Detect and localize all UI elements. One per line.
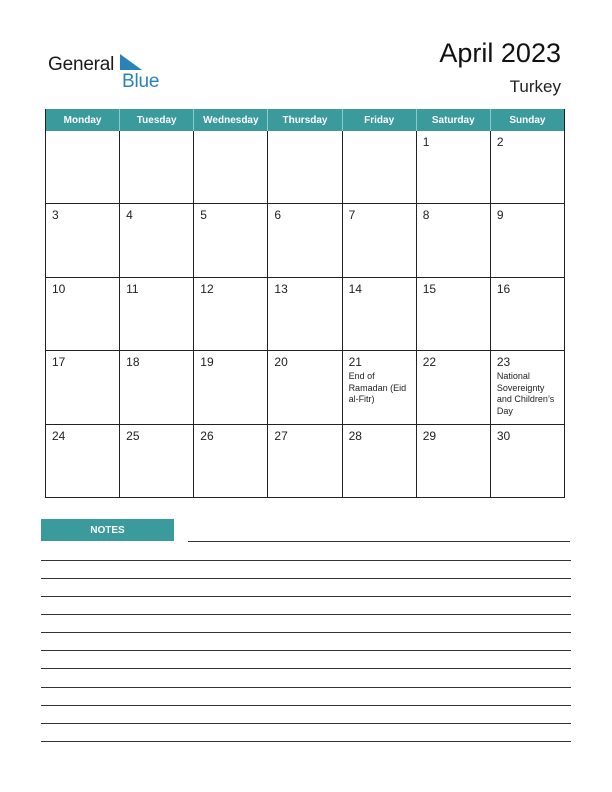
note-line: [41, 632, 571, 633]
day-cell[interactable]: [417, 278, 491, 350]
day-number: 3: [52, 208, 59, 223]
day-number: 9: [496, 208, 504, 223]
day-number: 24: [52, 428, 66, 443]
weekday-saturday: Saturday: [417, 109, 491, 131]
day-number: 11: [126, 281, 139, 296]
day-number: 12: [200, 281, 214, 296]
week-row: [46, 424, 564, 497]
day-number: 17: [52, 355, 66, 370]
week-row: [46, 277, 564, 350]
day-cell[interactable]: [120, 351, 194, 423]
day-number: 2: [496, 135, 504, 149]
day-number: 18: [126, 355, 140, 370]
day-cell[interactable]: [194, 425, 268, 497]
day-cell[interactable]: [491, 278, 564, 350]
day-cell[interactable]: [120, 278, 194, 350]
day-cell[interactable]: [343, 204, 417, 276]
day-cell[interactable]: [268, 204, 342, 276]
note-line: [41, 687, 571, 688]
day-number: 4: [126, 208, 133, 223]
weekday-tuesday: Tuesday: [120, 109, 194, 131]
day-number: 25: [126, 428, 140, 443]
day-number: 21: [348, 355, 362, 370]
day-number: 26: [200, 428, 214, 443]
logo-text-general: General: [48, 54, 115, 75]
day-cell[interactable]: [343, 131, 417, 203]
day-cell[interactable]: [343, 278, 417, 350]
day-cell[interactable]: [46, 131, 120, 203]
day-cell[interactable]: [491, 204, 564, 276]
day-number: 30: [496, 428, 511, 443]
day-number: 13: [274, 281, 288, 296]
notes-label: NOTES: [41, 519, 174, 541]
day-cell[interactable]: [46, 351, 120, 423]
day-cell[interactable]: [491, 351, 564, 423]
day-cell[interactable]: [194, 351, 268, 423]
month-title: April 2023: [439, 38, 561, 68]
day-number: 22: [422, 355, 437, 370]
day-number: 8: [422, 208, 430, 223]
day-number: 14: [348, 281, 362, 296]
holiday-label: National Sovereignty and Children’s Day: [496, 371, 555, 416]
day-cell[interactable]: [268, 131, 342, 203]
day-number: 1: [422, 135, 430, 149]
calendar-grid: [45, 109, 565, 498]
day-number: 28: [348, 428, 362, 443]
day-cell[interactable]: [120, 425, 194, 497]
day-cell[interactable]: [343, 425, 417, 497]
week-row: [46, 131, 564, 203]
note-line: [41, 650, 571, 651]
note-line: [41, 668, 571, 669]
note-line: [188, 541, 570, 542]
day-number: 15: [422, 281, 437, 296]
day-number: 23: [496, 355, 511, 370]
day-cell[interactable]: [194, 204, 268, 276]
week-row: [46, 350, 564, 423]
day-cell[interactable]: [491, 425, 564, 497]
day-cell[interactable]: [120, 131, 194, 203]
note-line: [41, 596, 571, 597]
day-cell[interactable]: [120, 204, 194, 276]
day-number: 7: [348, 208, 356, 223]
logo: [48, 52, 158, 94]
weekday-wednesday: Wednesday: [194, 109, 268, 131]
day-cell[interactable]: [417, 131, 491, 203]
week-row: [46, 203, 564, 276]
weekday-monday: Monday: [46, 109, 120, 131]
day-cell[interactable]: [46, 425, 120, 497]
day-number: 6: [274, 208, 282, 223]
day-number: 27: [274, 428, 288, 443]
day-cell[interactable]: [417, 204, 491, 276]
weekday-friday: Friday: [343, 109, 417, 131]
note-line: [41, 705, 571, 706]
weekday-thursday: Thursday: [268, 109, 342, 131]
day-number: 19: [200, 355, 214, 370]
logo-triangle-icon: [120, 54, 142, 70]
logo-text-blue: Blue: [122, 71, 160, 92]
note-line: [41, 578, 571, 579]
day-cell[interactable]: [268, 425, 342, 497]
day-number: 5: [200, 208, 207, 223]
note-line: [41, 560, 571, 561]
calendar-weeks: [46, 131, 564, 497]
day-cell[interactable]: [417, 425, 491, 497]
day-cell[interactable]: [46, 204, 120, 276]
day-number: 29: [422, 428, 437, 443]
day-cell[interactable]: [194, 278, 268, 350]
day-cell[interactable]: [268, 351, 342, 423]
day-number: 16: [496, 281, 511, 296]
day-cell[interactable]: [46, 278, 120, 350]
day-cell[interactable]: [491, 131, 564, 203]
weekday-sunday: Sunday: [509, 114, 546, 126]
note-line: [41, 614, 571, 615]
holiday-label: End of Ramadan (Eid al-Fitr): [348, 371, 407, 405]
day-cell[interactable]: [194, 131, 268, 203]
day-number: 20: [274, 355, 288, 370]
country-name: Turkey: [509, 77, 561, 96]
day-cell[interactable]: [268, 278, 342, 350]
day-cell[interactable]: [417, 351, 491, 423]
day-cell[interactable]: [343, 351, 417, 423]
note-line: [41, 723, 571, 724]
day-number: 10: [52, 281, 66, 296]
weekday-header: [46, 109, 564, 131]
note-line: [41, 741, 571, 742]
